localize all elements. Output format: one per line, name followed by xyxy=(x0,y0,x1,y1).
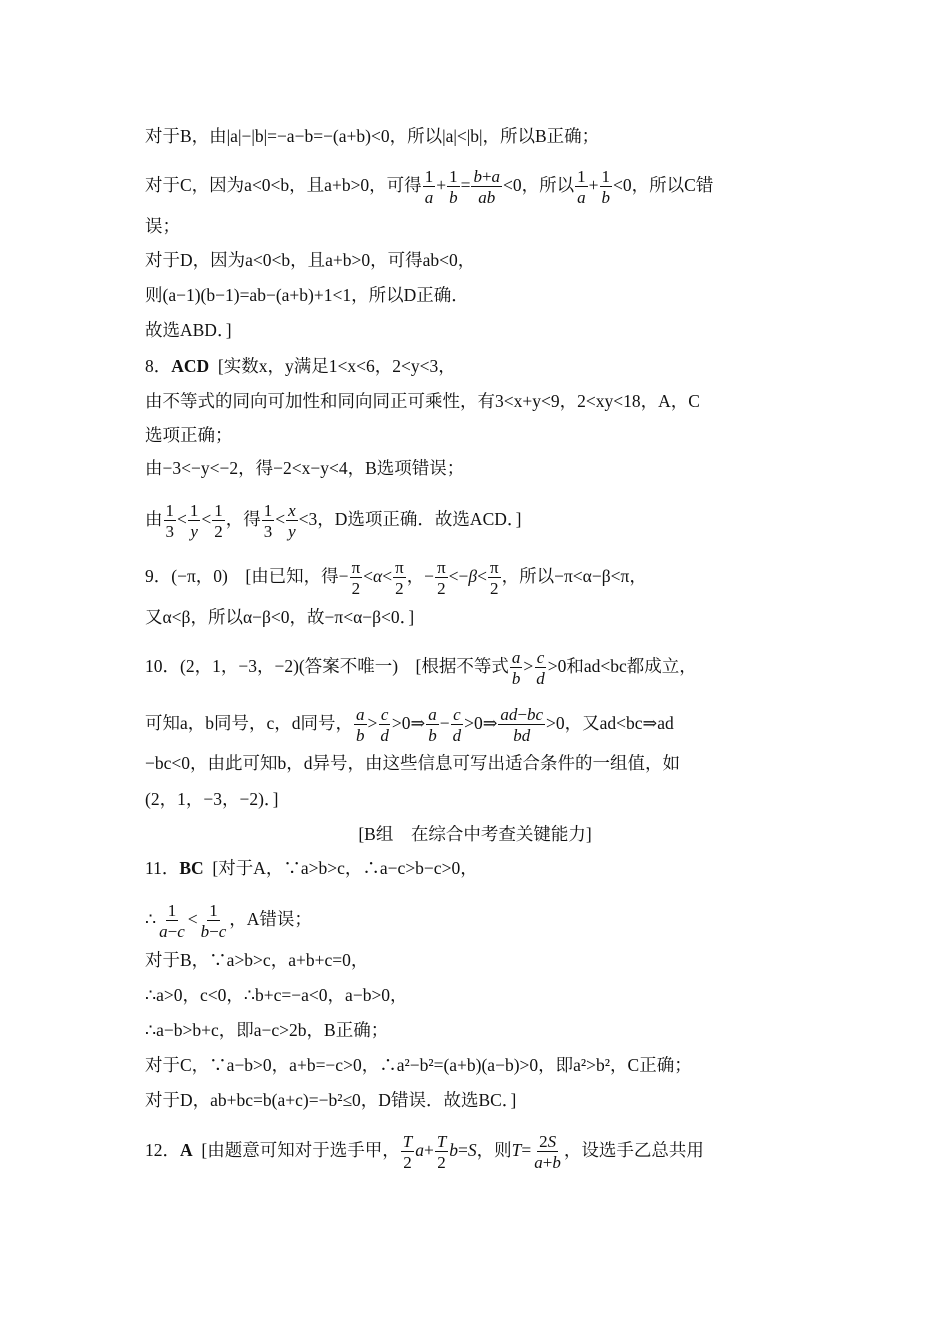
text-segment: ，得 xyxy=(225,509,261,530)
fraction: $\frac{1}{b}$ xyxy=(449,167,458,207)
text-segment: >0和ad<bc都成立， xyxy=(547,656,697,677)
problem-number: 11． xyxy=(145,858,180,878)
fraction: $\frac{1}{y}$ xyxy=(189,501,199,541)
fraction: $\frac{T}{2}$ xyxy=(436,1132,447,1172)
fraction: $\frac{ad-bc}{bd}$ xyxy=(500,705,544,745)
text-segment: [对于A，∵a>b>c，∴a−c>b−c>0， xyxy=(212,858,478,878)
text-line: ∴a>0，c<0，∴b+c=−a<0，a−b>0， xyxy=(145,985,408,1005)
section-heading: [B组 在综合中考查关键能力] xyxy=(358,824,592,844)
text-segment: [实数x，y满足1<x<6，2<y<3， xyxy=(217,356,456,376)
text-line: (2，1，−3，−2)．] xyxy=(145,789,279,809)
text-line: 故选ABD．] xyxy=(145,320,232,340)
text-line: 10．(2，1，−3，−2)(答案不唯一) [根据不等式 $\frac{a}{b}$ > $\frac{c}{d}$ >0和ad<bc都成立， xyxy=(145,648,697,688)
text-line: 对于B，由|a|−|b|=−a−b=−(a+b)<0，所以|a|<|b|，所以B正确； xyxy=(145,126,600,146)
text-line: ∴a−b>b+c，即a−c>2b，B正确； xyxy=(145,1020,389,1040)
fraction: $\frac{\pi}{2}$ xyxy=(351,558,361,598)
answer: BC xyxy=(179,858,204,878)
text-segment: 由 xyxy=(145,509,163,530)
answer: A xyxy=(180,1140,193,1161)
text-line: ∴ $\frac{1}{a-c}$ < $\frac{1}{b-c}$ ，A错误； xyxy=(145,901,312,941)
text-line: 由−3<−y<−2，得−2<x−y<4，B选项错误； xyxy=(145,458,465,478)
text-segment: ，设选手乙总共用 xyxy=(563,1140,704,1161)
fraction: $\frac{b+a}{ab}$ xyxy=(473,167,501,207)
text-segment: ，所以−π<α−β<π， xyxy=(501,566,647,587)
text-segment: <0，所以 xyxy=(503,175,575,196)
text-line: 则(a−1)(b−1)=ab−(a+b)+1<1，所以D正确． xyxy=(145,285,469,305)
problem-number: 8． xyxy=(145,356,172,376)
text-segment: 对于C，因为a<0<b，且a+b>0，可得 xyxy=(145,175,422,196)
text-line: 选项正确； xyxy=(145,425,233,445)
fraction: $\frac{c}{d}$ xyxy=(536,648,545,688)
text-segment: ，A错误； xyxy=(229,909,312,930)
text-line: 对于D，ab+bc=b(a+c)=−b²≤0，D错误．故选BC．] xyxy=(145,1090,517,1110)
fraction: $\frac{1}{b-c}$ xyxy=(200,901,227,941)
text-segment: 可知a，b同号，c，d同号， xyxy=(145,713,354,734)
fraction: $\frac{\pi}{2}$ xyxy=(437,558,446,598)
text-line: 对于D，因为a<0<b，且a+b>0，可得ab<0， xyxy=(145,250,476,270)
fraction: $\frac{\pi}{2}$ xyxy=(490,558,499,598)
fraction: $\frac{1}{b}$ xyxy=(601,167,611,207)
problem-8 xyxy=(145,354,807,378)
problem-12: 12．A [由题意可知对于选手甲， $\frac{T}{2}$ a+ $\frac{T}{2}$ b=S，则T= $\frac{2S}{a+b}$ ，设选手乙总共用 xyxy=(145,1132,704,1172)
fraction: $\frac{1}{a-c}$ xyxy=(159,901,185,941)
fraction: $\frac{a}{b}$ xyxy=(428,705,437,745)
text-segment: <0，所以C错 xyxy=(613,175,714,196)
text-line: −bc<0，由此可知b，d异号，由这些信息可写出适合条件的一组值，如 xyxy=(145,753,681,773)
text-segment: ∴ xyxy=(145,909,157,930)
fraction: $\frac{T}{2}$ xyxy=(402,1132,413,1172)
fraction: $\frac{c}{d}$ xyxy=(380,705,389,745)
fraction: $\frac{a}{b}$ xyxy=(356,705,365,745)
text-segment: >0，又ad<bc⇒ad xyxy=(546,713,674,734)
problem-number: 12． xyxy=(145,1140,180,1161)
text-line: 对于C，∵a−b>0，a+b=−c>0，∴a²−b²=(a+b)(a−b)>0，即a²>b²，C正确； xyxy=(145,1055,692,1075)
text-segment: [由题意可知对于选手甲， xyxy=(201,1140,400,1161)
fraction: $\frac{2S}{a+b}$ xyxy=(534,1132,561,1172)
text-line: 对于B，∵a>b>c，a+b+c=0， xyxy=(145,950,369,970)
text-line: 误； xyxy=(145,216,180,236)
text-line: 由 $\frac{1}{3}$ < $\frac{1}{y}$ < $\frac{1}{2}$ ，得 $\frac{1}{3}$ < $\frac{x}{y}$ <3，D选项正确．故选ACD．] xyxy=(145,501,522,541)
fraction: $\frac{x}{y}$ xyxy=(288,501,296,541)
fraction: $\frac{1}{a}$ xyxy=(577,167,586,207)
text-line: 又α<β，所以α−β<0，故−π<α−β<0．] xyxy=(145,607,415,627)
text-line: 对于C，因为a<0<b，且a+b>0，可得 $\frac{1}{a}$ + $\frac{1}{b}$ = $\frac{b+a}{ab}$ <0，所以 $\frac{1}{a}$ + $\frac{1}{b}$ <0，所以C错 xyxy=(145,167,714,207)
text-line: 可知a，b同号，c，d同号， $\frac{a}{b}$ > $\frac{c}{d}$ >0⇒ $\frac{a}{b}$ − $\frac{c}{d}$ >0⇒ $\frac{ad-bc}{bd}$ >0，又ad<bc⇒ad xyxy=(145,705,674,745)
fraction: $\frac{1}{3}$ xyxy=(263,501,273,541)
fraction: $\frac{c}{d}$ xyxy=(452,705,462,745)
text-segment: 10．(2，1，−3，−2)(答案不唯一) [根据不等式 xyxy=(145,656,509,677)
fraction: $\frac{a}{b}$ xyxy=(511,648,521,688)
fraction: $\frac{\pi}{2}$ xyxy=(395,558,404,598)
text-line: 由不等式的同向可加性和同向同正可乘性，有3<x+y<9，2<xy<18，A，C xyxy=(145,391,700,411)
text-segment: <3，D选项正确．故选ACD．] xyxy=(298,509,522,530)
fraction: $\frac{1}{3}$ xyxy=(165,501,174,541)
answer: ACD xyxy=(171,356,210,376)
fraction: $\frac{1}{a}$ xyxy=(424,167,434,207)
text-segment: 9．(−π，0) [由已知，得− xyxy=(145,566,349,587)
problem-11 xyxy=(145,856,807,880)
text-line: 9．(−π，0) [由已知，得− $\frac{\pi}{2}$ <α< $\frac{\pi}{2}$ ，− $\frac{\pi}{2}$ <−β< $\frac{\pi}{2}$ ，所以−π<α−β<π， xyxy=(145,558,647,598)
fraction: $\frac{1}{2}$ xyxy=(214,501,223,541)
